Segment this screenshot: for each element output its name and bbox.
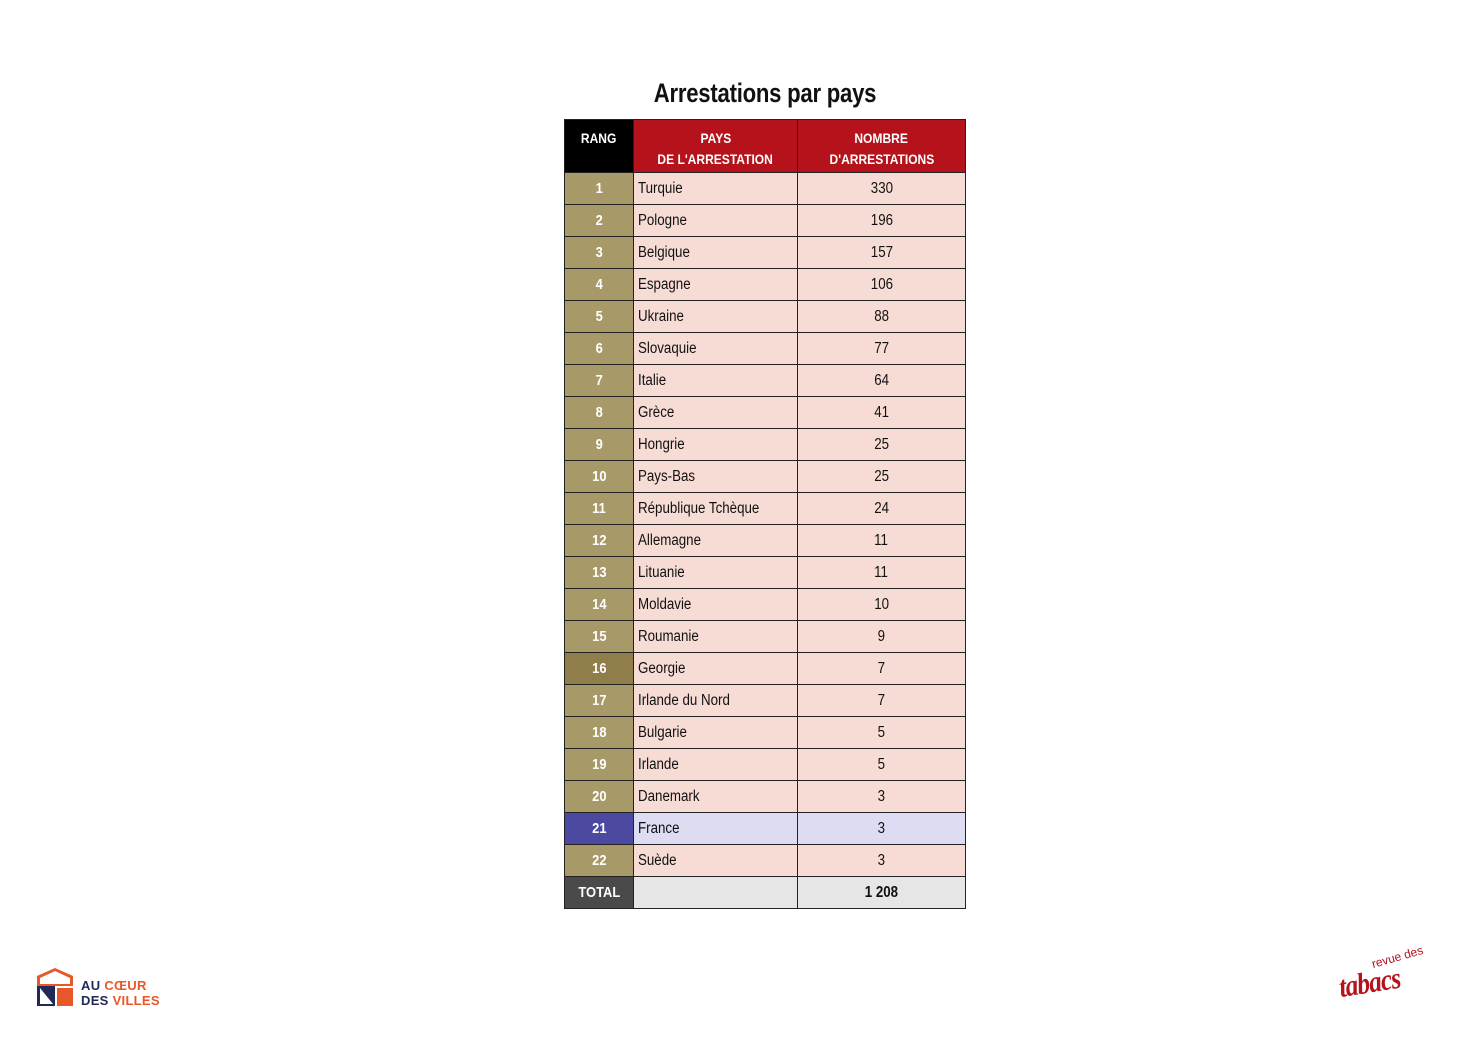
rank-cell: 5: [565, 301, 634, 333]
table-header-row: [565, 120, 966, 173]
table-row: [565, 205, 966, 237]
column-header-count: [798, 120, 966, 173]
table-row: [565, 269, 966, 301]
rank-cell: 21: [565, 813, 634, 845]
country-cell: Moldavie: [634, 589, 798, 621]
rank-cell: 12: [565, 525, 634, 557]
country-cell: Roumanie: [634, 621, 798, 653]
table-row: [565, 685, 966, 717]
rank-cell: 6: [565, 333, 634, 365]
table-row: [565, 717, 966, 749]
rank-cell: 14: [565, 589, 634, 621]
count-cell: 330: [798, 173, 966, 205]
table-row: [565, 397, 966, 429]
rank-cell: 8: [565, 397, 634, 429]
column-header-rank: RANG: [565, 120, 634, 173]
table-row: [565, 525, 966, 557]
table-row: [565, 781, 966, 813]
rank-cell: 13: [565, 557, 634, 589]
table-row: [565, 813, 966, 845]
house-logo-icon: [37, 968, 73, 1006]
rank-cell: 19: [565, 749, 634, 781]
country-cell: Hongrie: [634, 429, 798, 461]
logo-right-main: tabacs: [1336, 961, 1403, 1005]
logo-left-line2: DES VILLES: [81, 993, 160, 1008]
count-cell: 64: [798, 365, 966, 397]
count-cell: 157: [798, 237, 966, 269]
count-cell: 25: [798, 429, 966, 461]
rank-cell: 10: [565, 461, 634, 493]
table-row: [565, 333, 966, 365]
count-cell: 3: [798, 781, 966, 813]
table-row: [565, 589, 966, 621]
total-row: [565, 877, 966, 909]
column-header-country: [634, 120, 798, 173]
rank-cell: 4: [565, 269, 634, 301]
count-cell: 11: [798, 525, 966, 557]
logo-left-line1: AU CŒUR: [81, 978, 147, 993]
table-row: [565, 621, 966, 653]
count-cell: 196: [798, 205, 966, 237]
table-row: [565, 653, 966, 685]
country-cell: Belgique: [634, 237, 798, 269]
count-cell: 11: [798, 557, 966, 589]
country-cell: Suède: [634, 845, 798, 877]
country-cell: Ukraine: [634, 301, 798, 333]
country-cell: France: [634, 813, 798, 845]
count-cell: 3: [798, 813, 966, 845]
count-cell: 3: [798, 845, 966, 877]
count-cell: 5: [798, 717, 966, 749]
country-cell: Pologne: [634, 205, 798, 237]
rank-cell: 1: [565, 173, 634, 205]
country-cell: Italie: [634, 365, 798, 397]
country-cell: Irlande: [634, 749, 798, 781]
table-body: [565, 173, 966, 877]
table-row: [565, 365, 966, 397]
rank-cell: 16: [565, 653, 634, 685]
rank-cell: 20: [565, 781, 634, 813]
table-row: [565, 173, 966, 205]
total-value: 1 208: [798, 877, 966, 909]
rank-cell: 11: [565, 493, 634, 525]
country-cell: Irlande du Nord: [634, 685, 798, 717]
table-row: [565, 461, 966, 493]
count-cell: 25: [798, 461, 966, 493]
country-cell: Danemark: [634, 781, 798, 813]
country-cell: Allemagne: [634, 525, 798, 557]
country-cell: Espagne: [634, 269, 798, 301]
rank-cell: 18: [565, 717, 634, 749]
rank-cell: 15: [565, 621, 634, 653]
rank-cell: 2: [565, 205, 634, 237]
count-cell: 7: [798, 685, 966, 717]
count-cell: 5: [798, 749, 966, 781]
total-country-cell: [634, 877, 798, 909]
rank-cell: 7: [565, 365, 634, 397]
arrest-table: [564, 119, 966, 909]
rank-cell: 3: [565, 237, 634, 269]
table-row: [565, 429, 966, 461]
column-header-count-line1: NOMBRE: [854, 130, 909, 146]
table-row: [565, 845, 966, 877]
total-label: TOTAL: [565, 877, 634, 909]
rank-cell: 22: [565, 845, 634, 877]
table-row: [565, 237, 966, 269]
au-coeur-des-villes-logo: [37, 968, 177, 1008]
table-row: [565, 301, 966, 333]
column-header-country-line2: DE L'ARRESTATION: [657, 151, 774, 167]
revue-des-tabacs-logo: [1336, 943, 1428, 1007]
count-cell: 24: [798, 493, 966, 525]
country-cell: Georgie: [634, 653, 798, 685]
count-cell: 10: [798, 589, 966, 621]
count-cell: 106: [798, 269, 966, 301]
country-cell: République Tchèque: [634, 493, 798, 525]
count-cell: 41: [798, 397, 966, 429]
column-header-count-line2: D'ARRESTATIONS: [829, 151, 934, 167]
country-cell: Bulgarie: [634, 717, 798, 749]
chart-title: Arrestations par pays: [653, 78, 877, 108]
count-cell: 7: [798, 653, 966, 685]
country-cell: Lituanie: [634, 557, 798, 589]
country-cell: Grèce: [634, 397, 798, 429]
logo-right-top: revue des: [1370, 943, 1425, 971]
country-cell: Pays-Bas: [634, 461, 798, 493]
country-cell: Turquie: [634, 173, 798, 205]
rank-cell: 9: [565, 429, 634, 461]
count-cell: 77: [798, 333, 966, 365]
column-header-country-line1: PAYS: [700, 130, 731, 146]
table-row: [565, 749, 966, 781]
count-cell: 88: [798, 301, 966, 333]
table-row: [565, 493, 966, 525]
count-cell: 9: [798, 621, 966, 653]
table-row: [565, 557, 966, 589]
country-cell: Slovaquie: [634, 333, 798, 365]
rank-cell: 17: [565, 685, 634, 717]
